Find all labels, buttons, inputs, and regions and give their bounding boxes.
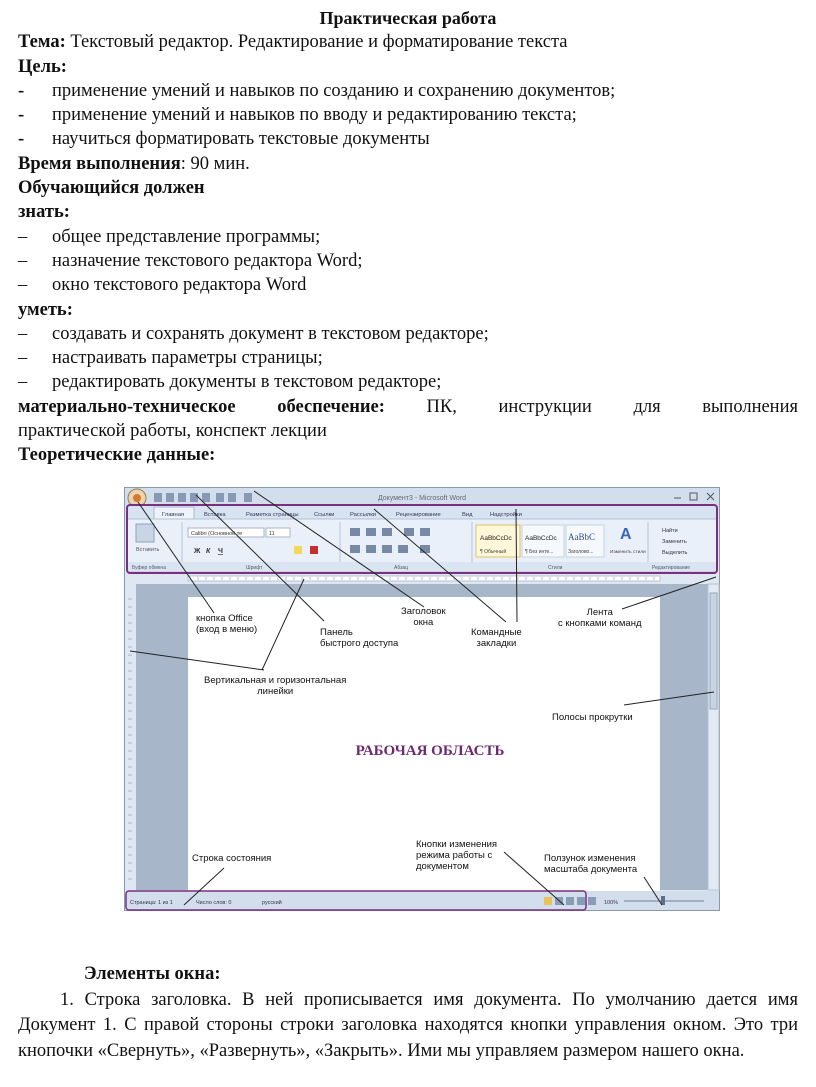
group-label: Шрифт bbox=[246, 565, 263, 571]
callout-office-button bbox=[196, 613, 257, 635]
topic-text: Текстовый редактор. Редактирование и форматирование текста bbox=[65, 32, 568, 53]
save-icon[interactable] bbox=[154, 493, 162, 502]
tab-item[interactable]: Разметка страницы bbox=[246, 512, 299, 518]
equipment-label: материально-техническое обеспечение: bbox=[18, 396, 385, 417]
undo-icon[interactable] bbox=[166, 493, 174, 502]
goal-item bbox=[18, 127, 798, 151]
know-text: общее представление программы; bbox=[52, 226, 321, 247]
can-item bbox=[18, 322, 798, 346]
can-text: настраивать параметры страницы; bbox=[52, 348, 323, 369]
tab-item[interactable]: Главная bbox=[162, 512, 185, 518]
group-label: Стили bbox=[548, 565, 563, 571]
group-label: Буфер обмена bbox=[132, 565, 166, 571]
preview-icon[interactable] bbox=[202, 493, 210, 502]
goal-text: научиться форматировать текстовые документы bbox=[52, 129, 430, 150]
callout-line-text: Полосы прокрутки bbox=[552, 712, 633, 723]
elements-heading: Элементы окна: bbox=[84, 964, 221, 984]
italic-icon[interactable]: К bbox=[206, 548, 211, 555]
status-language[interactable]: русский bbox=[262, 900, 282, 906]
tab-item[interactable]: Рассылки bbox=[350, 512, 377, 518]
shading-icon[interactable] bbox=[420, 545, 430, 553]
time-label: Время выполнения bbox=[18, 153, 181, 174]
callout-line-text: Строка состояния bbox=[192, 853, 272, 864]
numbering-icon[interactable] bbox=[366, 528, 376, 536]
sort-icon[interactable] bbox=[420, 528, 430, 536]
topic-line bbox=[18, 30, 798, 54]
print-icon[interactable] bbox=[178, 493, 186, 502]
font-color-icon[interactable] bbox=[310, 546, 318, 554]
view-outline-icon[interactable] bbox=[577, 897, 585, 905]
list-marker: – bbox=[18, 323, 28, 344]
goal-item bbox=[18, 103, 798, 127]
quick-access-menu-icon[interactable] bbox=[228, 493, 236, 502]
align-center-icon[interactable] bbox=[366, 545, 376, 553]
styles-gallery bbox=[476, 525, 604, 557]
elements-paragraph: 1. Строка заголовка. В ней прописывается имя документа. По умолчанию дается имя Документ 1. С правой стороны строки заголовка находятся кнопки управления окном. Это три кнопочки «Свернуть», «Развернуть», «Закрыть». Ими мы управляем размером нашего окна. bbox=[18, 989, 798, 1061]
can-text: редактировать документы в текстовом редакторе; bbox=[52, 372, 442, 393]
student-heading: Обучающийся должен bbox=[18, 178, 205, 199]
underline-icon[interactable]: Ч bbox=[218, 548, 223, 555]
change-styles-icon[interactable]: A bbox=[620, 526, 632, 543]
list-marker: - bbox=[18, 129, 25, 150]
callout-line-text: Командные bbox=[471, 627, 522, 638]
list-marker: - bbox=[18, 105, 25, 126]
view-web-icon[interactable] bbox=[566, 897, 574, 905]
view-print-layout-icon[interactable] bbox=[544, 897, 552, 905]
callout-line-text: Ползунок изменения bbox=[544, 853, 636, 864]
vertical-ruler bbox=[125, 584, 135, 890]
know-item bbox=[18, 225, 798, 249]
style-name: Заголово... bbox=[568, 549, 594, 555]
callout-line-text: режима работы с bbox=[416, 850, 493, 861]
callout-line-text: Заголовок bbox=[401, 606, 446, 617]
work-area-label: РАБОЧАЯ ОБЛАСТЬ bbox=[355, 743, 505, 759]
style-sample: AaBbCcDc bbox=[480, 535, 512, 542]
word-window-figure bbox=[124, 487, 720, 911]
know-label: знать: bbox=[18, 202, 70, 223]
callout-line-text: быстрого доступа bbox=[320, 638, 399, 649]
theory-label: Теоретические данные: bbox=[18, 445, 216, 466]
customize-icon[interactable] bbox=[244, 493, 252, 502]
group-label: Абзац bbox=[394, 565, 409, 571]
style-name: ¶ Обычный bbox=[480, 549, 507, 555]
can-text: создавать и сохранять документ в текстовом редакторе; bbox=[52, 323, 489, 344]
bullets-icon[interactable] bbox=[350, 528, 360, 536]
callout-line-text: Панель bbox=[320, 627, 353, 638]
callout-line-text: Вертикальная и горизонтальная bbox=[204, 675, 347, 686]
document-body bbox=[18, 6, 798, 468]
list-marker: – bbox=[18, 250, 28, 271]
indent-icon[interactable] bbox=[404, 528, 414, 536]
change-styles-label[interactable]: Изменить стили bbox=[610, 550, 646, 555]
callout-line-text: Лента bbox=[586, 607, 613, 618]
callout-line-text: с кнопками команд bbox=[558, 618, 642, 629]
goal-text: применение умений и навыков по вводу и редактированию текста; bbox=[52, 105, 577, 126]
can-item bbox=[18, 346, 798, 370]
tab-item[interactable]: Надстройки bbox=[490, 512, 522, 518]
callout-line-text: (вход в меню) bbox=[196, 624, 258, 635]
spell-icon[interactable] bbox=[216, 493, 224, 502]
redo-icon[interactable] bbox=[190, 493, 198, 502]
replace-button[interactable]: Заменить bbox=[662, 539, 687, 545]
highlight-icon[interactable] bbox=[294, 546, 302, 554]
goal-label: Цель: bbox=[18, 56, 67, 77]
style-name: ¶ Без инте... bbox=[525, 549, 554, 555]
zoom-level: 100% bbox=[604, 900, 619, 906]
ruler-track bbox=[188, 576, 660, 581]
multilevel-icon[interactable] bbox=[382, 528, 392, 536]
know-text: назначение текстового редактора Word; bbox=[52, 250, 363, 271]
callout-status-bar bbox=[192, 853, 271, 864]
find-button[interactable]: Найти bbox=[662, 528, 678, 534]
select-button[interactable]: Выделить bbox=[662, 550, 688, 556]
justify-icon[interactable] bbox=[398, 545, 408, 553]
callout-scrollbars bbox=[552, 712, 633, 723]
page-title: Практическая работа bbox=[319, 8, 497, 28]
can-item bbox=[18, 370, 798, 394]
callout-line-text: кнопка Office bbox=[196, 613, 253, 624]
callout-line-text: документом bbox=[416, 861, 469, 872]
align-right-icon[interactable] bbox=[382, 545, 392, 553]
know-text: окно текстового редактора Word bbox=[52, 275, 307, 296]
know-item bbox=[18, 249, 798, 273]
list-marker: – bbox=[18, 372, 28, 393]
equipment-text: ПК, инструкции для выполнения bbox=[384, 396, 798, 417]
align-left-icon[interactable] bbox=[350, 545, 360, 553]
callout-line-text: Кнопки изменения bbox=[416, 839, 498, 850]
status-page[interactable]: Страница: 1 из 1 bbox=[130, 900, 173, 906]
tab-item[interactable]: Вид bbox=[462, 512, 473, 518]
callout-line-text: окна bbox=[413, 617, 434, 628]
callout-line-text: закладки bbox=[476, 638, 517, 649]
know-item bbox=[18, 273, 798, 297]
status-words[interactable]: Число слов: 0 bbox=[196, 900, 232, 906]
tab-item[interactable]: Вставка bbox=[204, 512, 226, 518]
topic-label: Тема: bbox=[18, 32, 66, 53]
callout-line-text: масштаба документа bbox=[544, 864, 638, 875]
paste-icon[interactable] bbox=[136, 524, 154, 542]
list-marker: - bbox=[18, 80, 25, 101]
can-label: уметь: bbox=[18, 299, 73, 320]
tab-item[interactable]: Рецензирование bbox=[396, 512, 441, 518]
goal-text: применение умений и навыков по созданию и сохранению документов; bbox=[52, 80, 616, 101]
time-line bbox=[18, 152, 798, 176]
list-marker: – bbox=[18, 275, 28, 296]
window-title: Документ3 - Microsoft Word bbox=[377, 495, 467, 502]
office-logo-icon bbox=[133, 494, 141, 502]
group-label: Редактирование bbox=[652, 565, 691, 571]
equipment-line bbox=[18, 395, 798, 419]
callout-zoom-slider bbox=[544, 853, 638, 875]
list-marker: – bbox=[18, 226, 28, 247]
style-sample: AaBbC bbox=[568, 532, 595, 542]
time-value: : 90 мин. bbox=[180, 153, 250, 174]
equipment-text-continued: практической работы, конспект лекции bbox=[18, 421, 327, 442]
view-draft-icon[interactable] bbox=[588, 897, 596, 905]
font-name-value: Calibri (Основной те bbox=[191, 531, 243, 537]
style-sample: AaBbCcDc bbox=[525, 535, 557, 542]
list-marker: – bbox=[18, 348, 28, 369]
bold-icon[interactable]: Ж bbox=[194, 548, 201, 555]
tab-item[interactable]: Ссылки bbox=[314, 512, 335, 518]
paste-label[interactable]: Вставить bbox=[136, 547, 160, 553]
view-buttons bbox=[544, 897, 596, 905]
group-label-bar bbox=[127, 562, 717, 571]
font-size-value: 11 bbox=[269, 531, 275, 537]
callout-command-tabs bbox=[471, 627, 522, 649]
callout-line-text: линейки bbox=[257, 686, 294, 697]
bottom-section bbox=[18, 962, 798, 1064]
goal-item bbox=[18, 79, 798, 103]
